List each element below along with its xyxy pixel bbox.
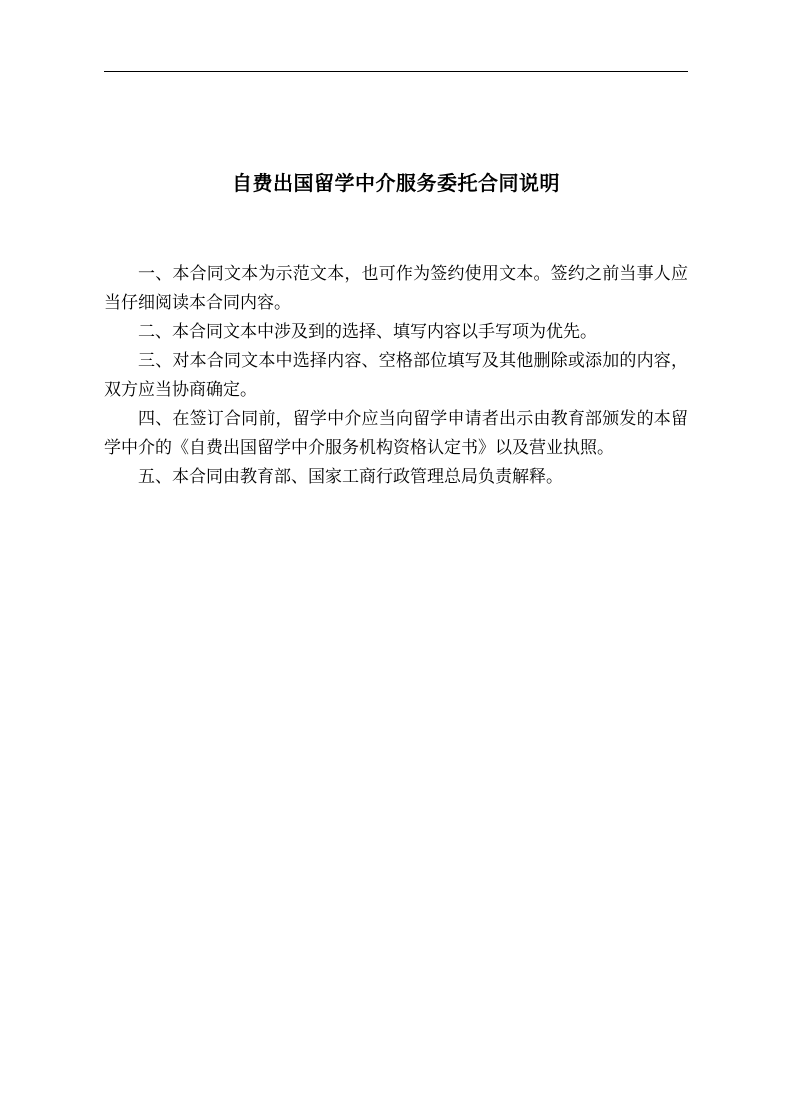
paragraph-5: 五、本合同由教育部、国家工商行政管理总局负责解释。 xyxy=(138,467,563,487)
document-title: 自费出国留学中介服务委托合同说明 xyxy=(232,171,560,195)
paragraph-1: 一、本合同文本为示范文本，也可作为签约使用文本。签约之前当事人应当仔细阅读本合同内容。 xyxy=(104,264,688,313)
header-rule xyxy=(104,71,688,72)
paragraph-4: 四、在签订合同前，留学中介应当向留学申请者出示由教育部颁发的本留学中介的《自费出国留学中介服务机构资格认定书》以及营业执照。 xyxy=(104,409,688,458)
document-body xyxy=(104,260,688,492)
paragraph-3: 三、对本合同文本中选择内容、空格部位填写及其他删除或添加的内容，双方应当协商确定。 xyxy=(104,351,688,400)
paragraph-2: 二、本合同文本中涉及到的选择、填写内容以手写项为优先。 xyxy=(138,322,597,342)
